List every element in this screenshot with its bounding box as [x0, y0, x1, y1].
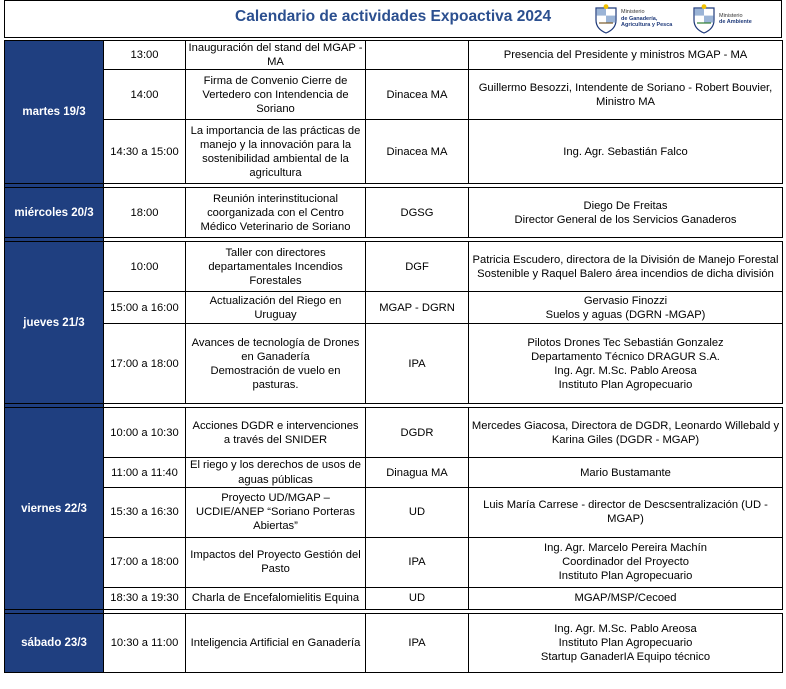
time-cell: 13:00 — [104, 41, 186, 70]
time-cell: 14:30 a 15:00 — [104, 120, 186, 184]
activity-cell: Actualización del Riego en Uruguay — [186, 292, 366, 324]
people-cell: Diego De Freitas Director General de los Servicios Ganaderos — [469, 188, 783, 238]
schedule-row — [5, 408, 783, 458]
page-title: Calendario de actividades Expoactiva 2024 — [235, 8, 552, 25]
time-cell: 14:00 — [104, 70, 186, 120]
time-cell: 11:00 a 11:40 — [104, 458, 186, 487]
org-cell: IPA — [366, 537, 469, 587]
people-cell: Ing. Agr. Sebastián Falco — [469, 120, 783, 184]
schedule-table — [4, 40, 783, 673]
mgap-logo-text: Ministerio de Ganadería, Agricultura y Pesca — [621, 9, 673, 29]
schedule-row — [5, 70, 783, 120]
people-cell: MGAP/MSP/Cecoed — [469, 587, 783, 609]
people-cell: Ing. Agr. M.Sc. Pablo Areosa Instituto Plan Agropecuario Startup GanaderIA Equipo técnico — [469, 613, 783, 672]
activity-cell: Reunión interinstitucional coorganizada con el Centro Médico Veterinario de Soriano — [186, 188, 366, 238]
activity-cell: La importancia de las prácticas de manejo y la innovación para la sostenibilidad ambiental de la agricultura — [186, 120, 366, 184]
activity-cell: Avances de tecnología de Drones en Ganadería Demostración de vuelo en pasturas. — [186, 324, 366, 404]
org-cell: Dinagua MA — [366, 458, 469, 487]
people-cell: Mario Bustamante — [469, 458, 783, 487]
ma-logo-text: Ministerio de Ambiente — [719, 12, 752, 25]
time-cell: 10:30 a 11:00 — [104, 613, 186, 672]
time-cell: 17:00 a 18:00 — [104, 537, 186, 587]
header — [4, 0, 782, 38]
schedule-row — [5, 537, 783, 587]
people-cell: Presencia del Presidente y ministros MGAP - MA — [469, 41, 783, 70]
org-cell: DGF — [366, 242, 469, 292]
org-cell: UD — [366, 487, 469, 537]
activity-cell: Acciones DGDR e intervenciones a través del SNIDER — [186, 408, 366, 458]
ma-seal-icon — [691, 4, 717, 34]
schedule-row — [5, 613, 783, 672]
org-cell — [366, 41, 469, 70]
day-label: miércoles 20/3 — [5, 188, 104, 238]
time-cell: 17:00 a 18:00 — [104, 324, 186, 404]
time-cell: 10:00 a 10:30 — [104, 408, 186, 458]
day-label: sábado 23/3 — [5, 613, 104, 672]
time-cell: 18:00 — [104, 188, 186, 238]
activity-cell: Charla de Encefalomielitis Equina — [186, 587, 366, 609]
schedule-row — [5, 458, 783, 487]
people-cell: Guillermo Besozzi, Intendente de Soriano - Robert Bouvier, Ministro MA — [469, 70, 783, 120]
org-cell: DGDR — [366, 408, 469, 458]
activity-cell: Firma de Convenio Cierre de Vertedero con Intendencia de Soriano — [186, 70, 366, 120]
org-cell: Dinacea MA — [366, 70, 469, 120]
org-cell: MGAP - DGRN — [366, 292, 469, 324]
activity-cell: Taller con directores departamentales Incendios Forestales — [186, 242, 366, 292]
day-label: martes 19/3 — [5, 41, 104, 184]
time-cell: 15:00 a 16:00 — [104, 292, 186, 324]
mgap-logo — [593, 4, 672, 34]
people-cell: Mercedes Giacosa, Directora de DGDR, Leonardo Willebald y Karina Giles (DGDR - MGAP) — [469, 408, 783, 458]
people-cell: Gervasio Finozzi Suelos y aguas (DGRN -MGAP) — [469, 292, 783, 324]
schedule-row — [5, 324, 783, 404]
mgap-seal-icon — [593, 4, 619, 34]
schedule-row — [5, 587, 783, 609]
org-cell: UD — [366, 587, 469, 609]
time-cell: 15:30 a 16:30 — [104, 487, 186, 537]
org-cell: DGSG — [366, 188, 469, 238]
people-cell: Patricia Escudero, directora de la División de Manejo Forestal Sostenible y Raquel Balero área incendios de dicha división — [469, 242, 783, 292]
people-cell: Luis María Carrese - director de Descsentralización (UD - MGAP) — [469, 487, 783, 537]
schedule-row — [5, 487, 783, 537]
day-label: viernes 22/3 — [5, 408, 104, 609]
schedule-row — [5, 120, 783, 184]
org-cell: IPA — [366, 324, 469, 404]
day-label: jueves 21/3 — [5, 242, 104, 404]
time-cell: 10:00 — [104, 242, 186, 292]
activity-cell: Proyecto UD/MGAP – UCDIE/ANEP “Soriano Porteras Abiertas” — [186, 487, 366, 537]
activity-cell: El riego y los derechos de usos de aguas públicas — [186, 458, 366, 487]
activity-cell: Impactos del Proyecto Gestión del Pasto — [186, 537, 366, 587]
schedule-row — [5, 188, 783, 238]
activity-cell: Inauguración del stand del MGAP - MA — [186, 41, 366, 70]
schedule-row — [5, 41, 783, 70]
org-cell: Dinacea MA — [366, 120, 469, 184]
schedule-row — [5, 242, 783, 292]
people-cell: Pilotos Drones Tec Sebastián Gonzalez Departamento Técnico DRAGUR S.A. Ing. Agr. M.Sc. Pablo Areosa Instituto Plan Agropecuario — [469, 324, 783, 404]
org-cell: IPA — [366, 613, 469, 672]
schedule-row — [5, 292, 783, 324]
time-cell: 18:30 a 19:30 — [104, 587, 186, 609]
ma-logo — [691, 4, 752, 34]
activity-cell: Inteligencia Artificial en Ganadería — [186, 613, 366, 672]
people-cell: Ing. Agr. Marcelo Pereira Machín Coordinador del Proyecto Instituto Plan Agropecuario — [469, 537, 783, 587]
